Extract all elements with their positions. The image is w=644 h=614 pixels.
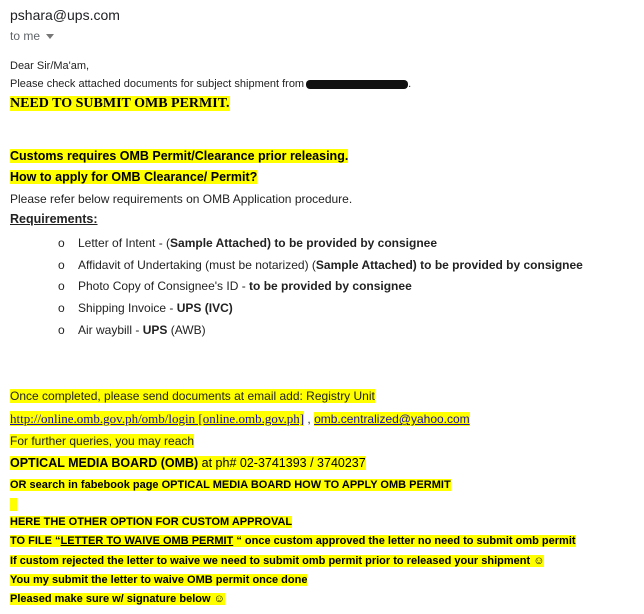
facebook-line: [10, 479, 451, 491]
bullet-marker: o: [58, 258, 65, 272]
requirement-item: [58, 301, 233, 315]
requirements-heading: Requirements:: [10, 212, 98, 226]
requirement-item: [58, 258, 583, 272]
requirement-bold: to be provided by consignee: [249, 279, 412, 293]
customs-line-text: Customs requires OMB Permit/Clearance prior releasing.: [10, 149, 349, 163]
requirement-bold2: to be provided by consignee: [274, 236, 438, 250]
link-separator: ,: [304, 412, 315, 426]
requirement-text: Air waybill -: [78, 323, 143, 337]
once-completed-line: [10, 389, 375, 403]
bullet-marker: o: [58, 279, 65, 293]
requirement-bold: UPS: [142, 323, 168, 337]
headline-text: NEED TO SUBMIT OMB PERMIT.: [10, 96, 230, 111]
omb-login-link[interactable]: http://online.omb.gov.ph/omb/login [online.omb.gov.ph]: [10, 411, 305, 426]
sender-email[interactable]: pshara@ups.com: [10, 7, 120, 23]
pleased-line: [10, 593, 225, 605]
customs-line: [10, 149, 348, 163]
how-to-line: [10, 170, 257, 184]
chevron-down-icon[interactable]: [46, 34, 54, 39]
requirement-text: Shipping Invoice -: [78, 301, 177, 315]
to-file-pre: TO FILE “: [10, 535, 61, 547]
requirement-bold: UPS (IVC): [176, 301, 233, 315]
you-may-text: You my submit the letter to waive OMB permit once done: [10, 574, 308, 586]
omb-email-link[interactable]: omb.centralized@yahoo.com: [314, 412, 470, 426]
redaction-block: [306, 80, 408, 89]
requirement-bold: Sample Attached): [170, 236, 271, 250]
intro-line: [10, 78, 411, 90]
further-queries-line: [10, 434, 194, 448]
requirement-item: [58, 236, 437, 250]
requirement-text: Letter of Intent - (: [78, 236, 171, 250]
further-queries-text: For further queries, you may reach: [10, 434, 195, 448]
headline: [10, 96, 230, 112]
highlight-marker: [10, 498, 17, 511]
other-option-text: HERE THE OTHER OPTION FOR CUSTOM APPROVAL: [10, 516, 293, 528]
if-custom-line: [10, 555, 544, 567]
optical-media-line: [10, 456, 366, 470]
once-completed-text: Once completed, please send documents at email add: Registry Unit: [10, 389, 375, 403]
intro-text: Please check attached documents for subject shipment from: [10, 78, 305, 90]
to-file-post: “ once custom approved the letter no need to submit omb permit: [233, 535, 576, 547]
requirement-text: Affidavit of Undertaking (must be notarized) (: [78, 258, 316, 272]
recipient-label: to me: [10, 29, 41, 43]
you-may-line: [10, 574, 307, 586]
bullet-marker: o: [58, 301, 65, 315]
requirement-bold2: to be provided by consignee: [420, 258, 583, 272]
requirement-item: [58, 323, 206, 337]
how-to-text: How to apply for OMB Clearance/ Permit?: [10, 170, 258, 184]
refer-line: Please refer below requirements on OMB Application procedure.: [10, 192, 353, 206]
recipient-details[interactable]: [10, 29, 54, 43]
other-option-line: [10, 516, 292, 528]
letter-to-waive-text: LETTER TO WAIVE OMB PERMIT: [60, 535, 234, 547]
pleased-text: Pleased make sure w/ signature below ☺: [10, 593, 225, 605]
facebook-text: OR search in fabebook page OPTICAL MEDIA BOARD HOW TO APPLY OMB PERMIT: [10, 479, 451, 491]
if-custom-text: If custom rejected the letter to waive we need to submit omb permit prior to released your shipment ☺: [10, 555, 545, 567]
optical-media-phone: at ph# 02-3741393 / 3740237: [198, 456, 366, 470]
bullet-marker: o: [58, 236, 65, 250]
requirement-bold: Sample Attached): [315, 258, 417, 272]
to-file-line: [10, 535, 576, 547]
requirement-item: [58, 279, 412, 293]
requirement-text: Photo Copy of Consignee's ID -: [78, 279, 250, 293]
optical-media-board-name: OPTICAL MEDIA BOARD (OMB): [10, 456, 199, 470]
links-line: [10, 410, 470, 428]
intro-end: .: [408, 78, 412, 90]
bullet-marker: o: [58, 323, 65, 337]
greeting: Dear Sir/Ma'am,: [10, 60, 90, 72]
requirement-mid: (AWB): [167, 323, 206, 337]
